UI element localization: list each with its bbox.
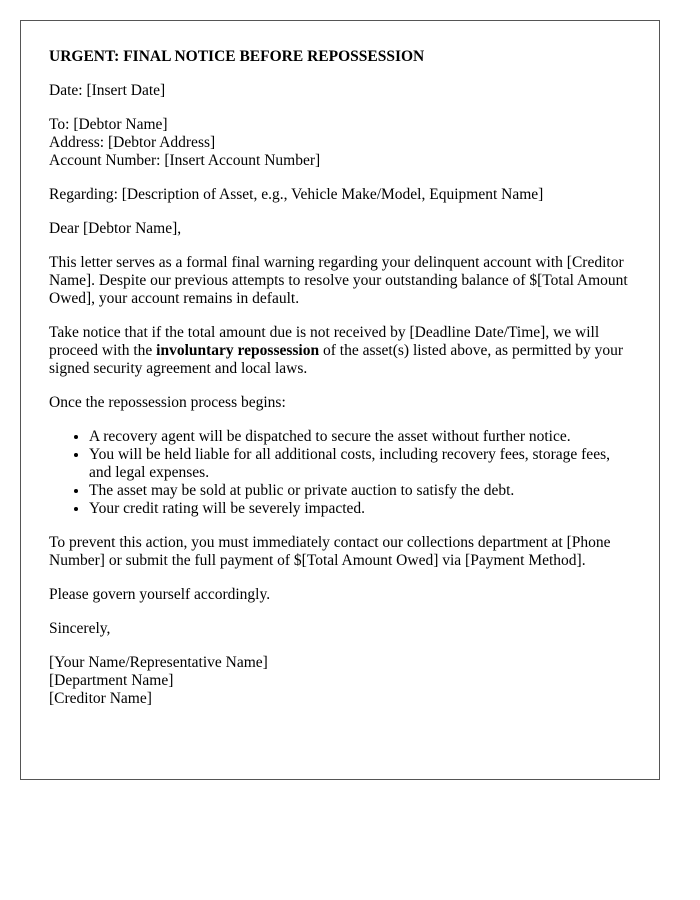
paragraph-deadline-bold: involuntary repossession bbox=[156, 342, 320, 359]
paragraph-deadline bbox=[49, 324, 631, 378]
closing: Sincerely, bbox=[49, 620, 111, 637]
paragraph-deadline-before: Take notice that if the total amount due is not received by [Deadline Date/Time], we will proceed with the bbox=[49, 324, 600, 359]
paragraph-prevent: To prevent this action, you must immediately contact our collections department at [Phone Number] or submit the full payment of $[Total Amount Owed] via [Payment Method]. bbox=[49, 534, 611, 569]
paragraph-govern: Please govern yourself accordingly. bbox=[49, 586, 271, 603]
list-item: • The asset may be sold at public or private auction to satisfy the debt. bbox=[89, 482, 631, 500]
list-item: • You will be held liable for all additional costs, including recovery fees, storage fees, and legal expenses. bbox=[89, 446, 631, 482]
list-item: • Your credit rating will be severely impacted. bbox=[89, 500, 631, 518]
signature-name: [Your Name/Representative Name] bbox=[49, 654, 268, 671]
signature-block bbox=[49, 654, 631, 708]
signature-department: [Department Name] bbox=[49, 672, 174, 689]
paragraph-deadline-after: of the asset(s) listed above, as permitted by your signed security agreement and local laws. bbox=[49, 342, 624, 377]
letter-document bbox=[20, 20, 660, 780]
signature-creditor: [Creditor Name] bbox=[49, 690, 152, 707]
letter-title: URGENT: FINAL NOTICE BEFORE REPOSSESSION bbox=[49, 48, 425, 65]
recipient-address: Address: [Debtor Address] bbox=[49, 134, 216, 151]
consequences-list bbox=[49, 428, 631, 518]
recipient-name: To: [Debtor Name] bbox=[49, 116, 168, 133]
salutation: Dear [Debtor Name], bbox=[49, 220, 182, 237]
list-intro: Once the repossession process begins: bbox=[49, 394, 286, 411]
recipient-block bbox=[49, 116, 631, 170]
list-item: • A recovery agent will be dispatched to secure the asset without further notice. bbox=[89, 428, 631, 446]
account-number: Account Number: [Insert Account Number] bbox=[49, 152, 321, 169]
paragraph-warning: This letter serves as a formal final warning regarding your delinquent account with [Creditor Name]. Despite our previous attempts to resolve your outstanding balance of $[Total Amount Owed], your account remains in default. bbox=[49, 254, 628, 307]
regarding-line: Regarding: [Description of Asset, e.g., Vehicle Make/Model, Equipment Name] bbox=[49, 186, 544, 203]
date-line: Date: [Insert Date] bbox=[49, 82, 166, 99]
